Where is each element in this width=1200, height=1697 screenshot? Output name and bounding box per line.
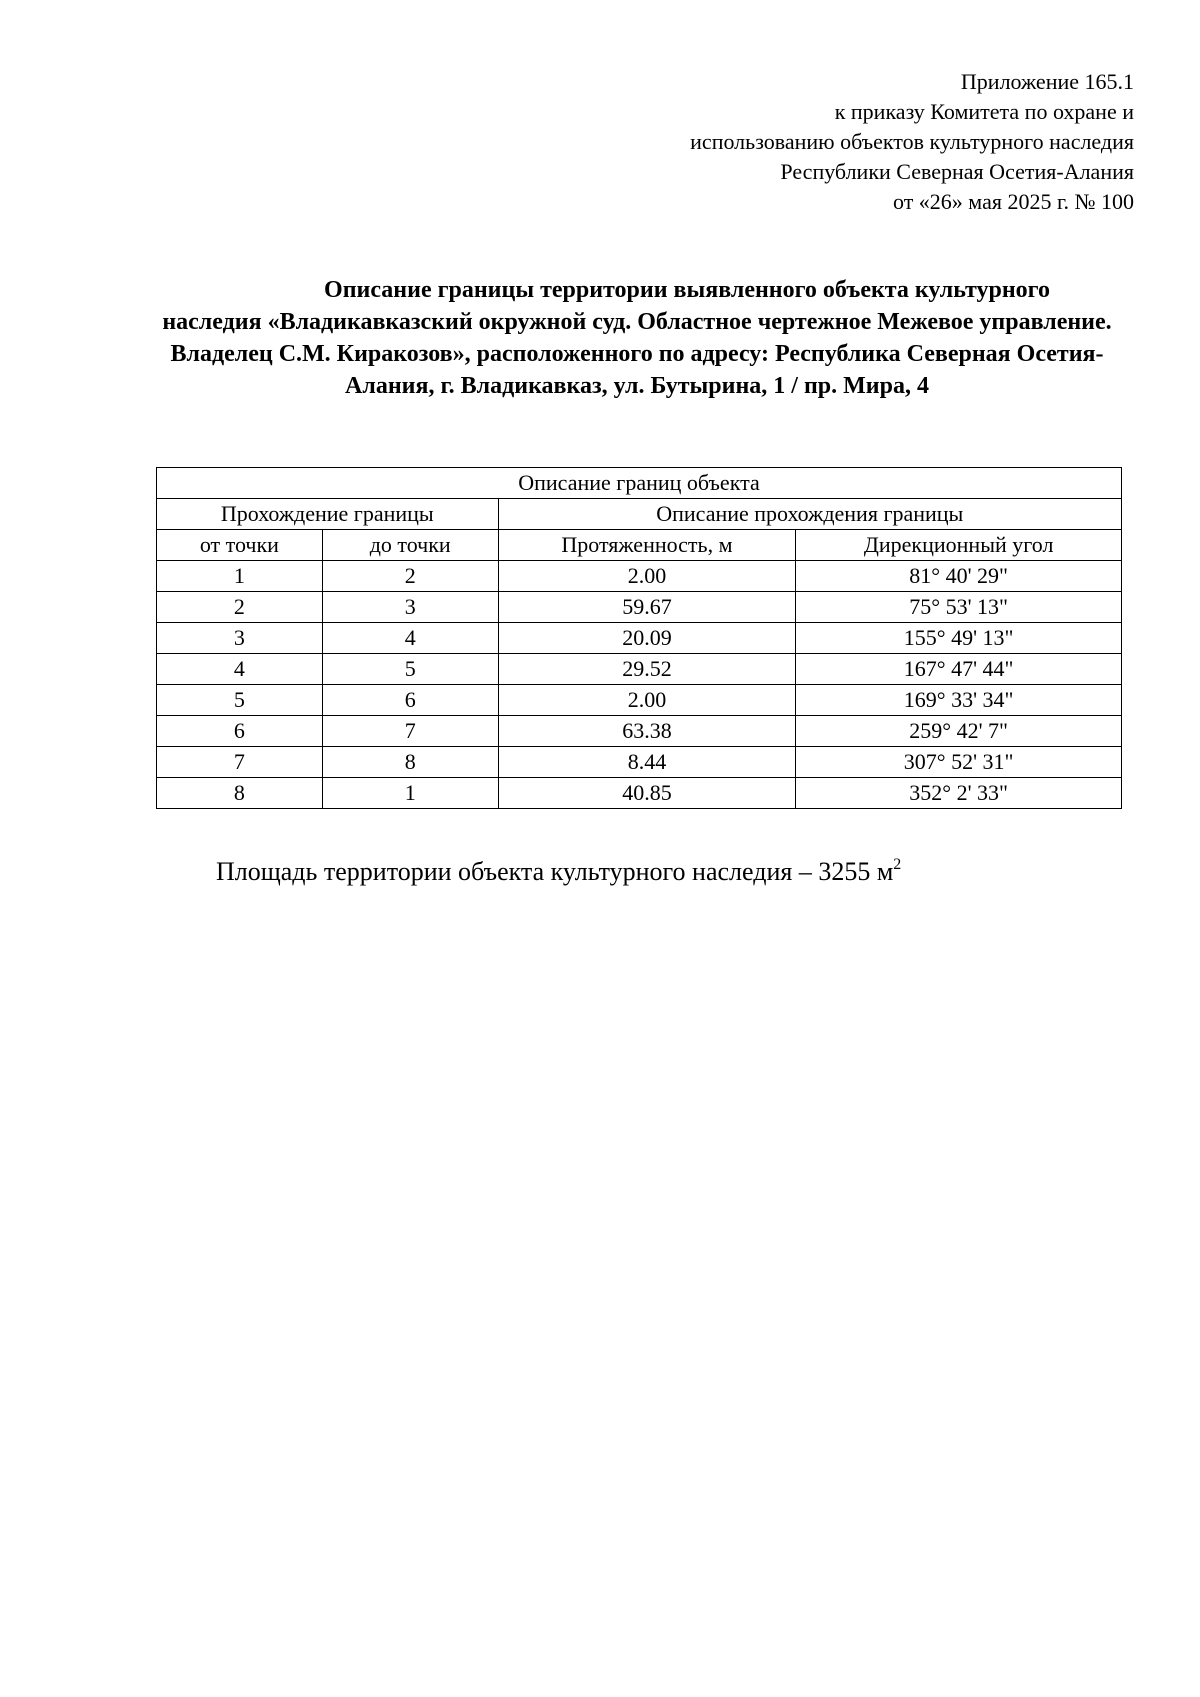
cell-from: 7 bbox=[157, 747, 323, 778]
cell-length: 8.44 bbox=[498, 747, 796, 778]
cell-to: 3 bbox=[322, 592, 498, 623]
document-title bbox=[145, 274, 1129, 402]
document-title-rest: наследия «Владикавказский окружной суд. Областное чертежное Межевое управление. Владелец С.М. Киракозов», расположенного по адресу: Республика Северная Осетия-Алания, г. Владикавказ, ул. Бутырина, 1 / пр. Мира, 4 bbox=[162, 309, 1112, 399]
cell-angle: 167° 47' 44" bbox=[796, 654, 1122, 685]
cell-length: 63.38 bbox=[498, 716, 796, 747]
cell-from: 5 bbox=[157, 685, 323, 716]
appendix-header bbox=[534, 67, 1134, 217]
appendix-number: Приложение 165.1 bbox=[960, 69, 1134, 94]
appendix-order-date: от «26» мая 2025 г. № 100 bbox=[892, 189, 1134, 214]
cell-angle: 155° 49' 13" bbox=[796, 623, 1122, 654]
cell-angle: 169° 33' 34" bbox=[796, 685, 1122, 716]
cell-angle: 307° 52' 31" bbox=[796, 747, 1122, 778]
column-header-length: Протяженность, м bbox=[498, 530, 796, 561]
territory-area-text: Площадь территории объекта культурного наследия – 3255 м bbox=[216, 857, 894, 886]
column-header-to: до точки bbox=[322, 530, 498, 561]
cell-to: 6 bbox=[322, 685, 498, 716]
cell-from: 6 bbox=[157, 716, 323, 747]
cell-to: 5 bbox=[322, 654, 498, 685]
group-header-description: Описание прохождения границы bbox=[498, 499, 1121, 530]
cell-length: 20.09 bbox=[498, 623, 796, 654]
column-header-angle: Дирекционный угол bbox=[796, 530, 1122, 561]
territory-area bbox=[216, 849, 901, 888]
table-caption: Описание границ объекта bbox=[157, 468, 1122, 499]
cell-to: 7 bbox=[322, 716, 498, 747]
cell-to: 4 bbox=[322, 623, 498, 654]
cell-length: 2.00 bbox=[498, 685, 796, 716]
appendix-order-line-2: использованию объектов культурного наследия bbox=[690, 129, 1134, 154]
square-unit-power: 2 bbox=[893, 856, 902, 873]
table-row bbox=[157, 654, 1122, 685]
table-row bbox=[157, 685, 1122, 716]
table-row bbox=[157, 623, 1122, 654]
group-header-passage: Прохождение границы bbox=[157, 499, 499, 530]
table-group-header-row bbox=[157, 499, 1122, 530]
cell-angle: 259° 42' 7" bbox=[796, 716, 1122, 747]
cell-from: 1 bbox=[157, 561, 323, 592]
cell-to: 8 bbox=[322, 747, 498, 778]
table-row bbox=[157, 561, 1122, 592]
table-row bbox=[157, 592, 1122, 623]
table-row bbox=[157, 747, 1122, 778]
table-row bbox=[157, 716, 1122, 747]
table-row bbox=[157, 778, 1122, 809]
cell-angle: 75° 53' 13" bbox=[796, 592, 1122, 623]
cell-from: 3 bbox=[157, 623, 323, 654]
table-caption-row bbox=[157, 468, 1122, 499]
cell-to: 2 bbox=[322, 561, 498, 592]
cell-angle: 81° 40' 29" bbox=[796, 561, 1122, 592]
cell-to: 1 bbox=[322, 778, 498, 809]
cell-length: 40.85 bbox=[498, 778, 796, 809]
cell-from: 8 bbox=[157, 778, 323, 809]
boundary-table bbox=[156, 467, 1122, 809]
cell-length: 59.67 bbox=[498, 592, 796, 623]
cell-length: 2.00 bbox=[498, 561, 796, 592]
cell-from: 4 bbox=[157, 654, 323, 685]
appendix-order-line-1: к приказу Комитета по охране и bbox=[834, 99, 1134, 124]
cell-length: 29.52 bbox=[498, 654, 796, 685]
table-column-header-row bbox=[157, 530, 1122, 561]
column-header-from: от точки bbox=[157, 530, 323, 561]
cell-from: 2 bbox=[157, 592, 323, 623]
document-title-line-1: Описание границы территории выявленного объекта культурного bbox=[324, 277, 1050, 303]
appendix-order-line-3: Республики Северная Осетия-Алания bbox=[780, 159, 1134, 184]
cell-angle: 352° 2' 33" bbox=[796, 778, 1122, 809]
